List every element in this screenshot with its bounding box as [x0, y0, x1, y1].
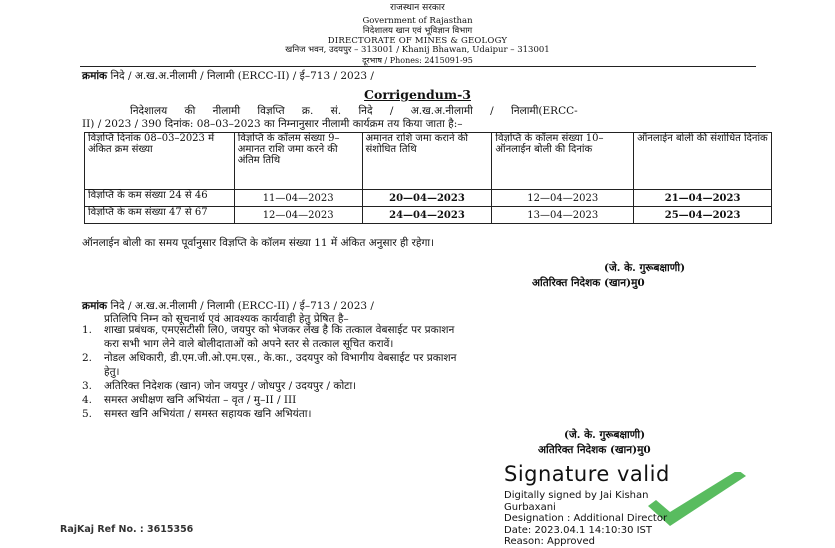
signature-details [504, 490, 667, 548]
signatory-name: (जे. के. गुरूबक्षाणी) [604, 262, 686, 274]
header-government: Government of Rajasthan [362, 16, 473, 26]
table-header-cell: विज्ञप्ति के कॉलम संख्या 10– ऑनलाईन बोली की दिनांक [492, 133, 634, 190]
signatory-name-copy: (जे. के. गुरूबक्षाणी) [564, 429, 646, 441]
signature-detail-line: Reason: Approved [504, 536, 595, 547]
table-header-cell: विज्ञप्ति के कॉलम संख्या 9– अमानत राशि जमा करने की अंतिम तिथि [234, 133, 362, 190]
copy-list [82, 323, 456, 421]
corrigendum-title: Corrigendum-3 [364, 87, 471, 102]
copy-intro: प्रतिलिपि निम्न को सूचनार्थ एवं आवश्यक कार्यवाही हेतु प्रेषित है– [104, 313, 349, 325]
signature-detail-line: Digitally signed by Jai Kishan [504, 490, 649, 501]
list-item-number: 3. [82, 380, 93, 392]
list-item [82, 379, 456, 393]
list-item-number: 2. [82, 352, 93, 364]
list-item-line: करा सभी भाग लेने वाले बोलीदाताओं को अपने स्तर से तत्काल सूचित करावें। [104, 338, 394, 350]
list-item-number: 1. [82, 324, 93, 336]
list-item-line: हेतु। [104, 366, 120, 378]
table-row [85, 207, 772, 224]
signature-detail-line: Gurbaxani [504, 501, 556, 513]
table-cell: 12—04—2023 [492, 190, 634, 207]
header-directorate-hindi: निदेशालय खान एवं भूविज्ञान विभाग [362, 26, 473, 36]
signatory-designation: अतिरिक्त निदेशक (खान)मु0 [532, 277, 645, 289]
table-cell: विज्ञप्ति के कम संख्या 47 से 67 [85, 207, 235, 224]
intro-line-1: निदेशालय की नीलामी विज्ञप्ति क्र. सं. निदे / अ.ख.अ.नीलामी / निलामी(ERCC- [130, 105, 578, 117]
table-row [85, 190, 772, 207]
table-header-cell: अमानत राशि जमा कराने की संशोधित तिथि [362, 133, 492, 190]
signature-detail-line: Date: 2023.04.1 14:10:30 IST [504, 524, 653, 536]
reference-line [82, 69, 374, 83]
schedule-table [84, 132, 772, 224]
header-phones: दूरभाष / Phones: 2415091-95 [362, 56, 473, 65]
list-item-number: 5. [82, 408, 93, 420]
header-directorate: DIRECTORATE OF MINES & GEOLOGY [327, 36, 508, 46]
list-item-number: 4. [82, 394, 93, 406]
intro-line-2: II) / 2023 / 390 दिनांक: 08–03–2023 का निम्नानुसार नीलामी कार्यक्रम तय किया जाता है:– [82, 118, 463, 130]
signature-detail-line: Designation : Additional Director [504, 513, 668, 524]
reference-number: निदे / अ.ख.अ.नीलामी / निलामी (ERCC-II) / ई–713 / 2023 / [110, 300, 374, 312]
list-item [82, 351, 456, 379]
reference-label: क्रमांक [82, 300, 108, 312]
list-item [82, 323, 456, 351]
list-item-line: शाखा प्रबंधक, एमएसटीसी लि0, जयपुर को भेजकर लेख है कि तत्काल वेबसाईट पर प्रकाशन [104, 324, 455, 336]
header-address: खनिज भवन, उदयपुर – 313001 / Khanij Bhawan, Udaipur – 313001 [285, 45, 550, 55]
list-item [82, 407, 456, 421]
digital-signature-stamp [496, 462, 766, 547]
list-item [82, 393, 456, 407]
rajkaj-reference: RajKaj Ref No. : 3615356 [60, 524, 194, 535]
table-cell: 13—04—2023 [492, 207, 634, 224]
table-header-row [85, 133, 772, 190]
table-header-cell: ऑनलाईन बोली की संशोधित दिनांक [634, 133, 772, 190]
list-item-line: समस्त खनि अभियंता / समस्त सहायक खनि अभियंता। [104, 408, 312, 420]
table-header-cell: विज्ञप्ति दिनांक 08–03–2023 में अंकित क्रम संख्या [85, 133, 235, 190]
table-cell: विज्ञप्ति के कम संख्या 24 से 46 [85, 190, 235, 207]
signature-valid-title: Signature valid [504, 462, 670, 486]
header-divider [80, 66, 756, 67]
table-cell: 20—04—2023 [362, 190, 492, 207]
table-cell: 11—04—2023 [234, 190, 362, 207]
list-item-line: अतिरिक्त निदेशक (खान) जोन जयपुर / जोधपुर / उदयपुर / कोटा। [104, 380, 357, 392]
signatory-designation-copy: अतिरिक्त निदेशक (खान)मु0 [538, 444, 651, 456]
header-state-hindi: राजस्थान सरकार [390, 3, 445, 13]
list-item-line: नोडल अधिकारी, डी.एम.जी.ओ.एम.एस., के.का., उदयपुर को विभागीय वेबसाईट पर प्रकाशन [104, 352, 457, 364]
table-cell: 25—04—2023 [634, 207, 772, 224]
reference-line-copy [82, 299, 374, 313]
table-cell: 12—04—2023 [234, 207, 362, 224]
list-item-line: समस्त अधीक्षण खनि अभियंता – वृत / मु–II / III [104, 394, 297, 406]
reference-label: क्रमांक [82, 70, 108, 82]
table-cell: 24—04—2023 [362, 207, 492, 224]
reference-number: निदे / अ.ख.अ.नीलामी / निलामी (ERCC-II) / ई–713 / 2023 / [110, 70, 374, 82]
online-bid-note: ऑनलाईन बोली का समय पूर्वानुसार विज्ञप्ति के कॉलम संख्या 11 में अंकित अनुसार ही रहेगा। [82, 237, 435, 249]
table-cell: 21—04—2023 [634, 190, 772, 207]
